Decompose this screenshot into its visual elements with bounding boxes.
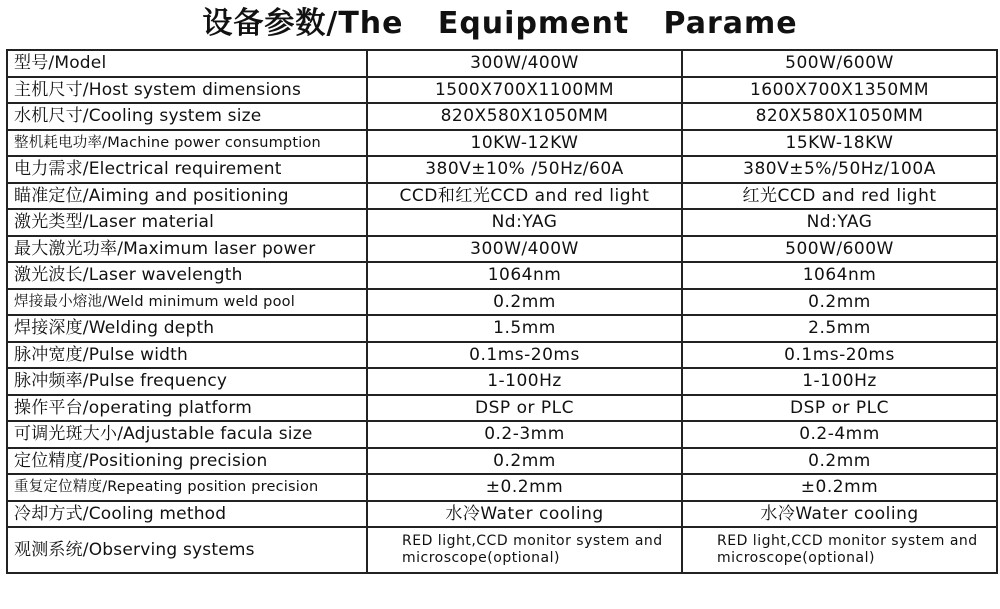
value-500-600w: 0.2mm bbox=[682, 289, 997, 316]
table-row bbox=[7, 421, 997, 448]
value-300-400w: DSP or PLC bbox=[367, 395, 682, 422]
row-label: 最大激光功率/Maximum laser power bbox=[7, 236, 367, 263]
value-500-600w: 红光CCD and red light bbox=[682, 183, 997, 210]
row-label: 整机耗电功率/Machine power consumption bbox=[7, 130, 367, 157]
value-300-400w: 820X580X1050MM bbox=[367, 103, 682, 130]
row-label: 瞄准定位/Aiming and positioning bbox=[7, 183, 367, 210]
page-title: 设备参数/The Equipment Parame bbox=[202, 6, 798, 41]
table-row bbox=[7, 236, 997, 263]
value-300-400w: Nd:YAG bbox=[367, 209, 682, 236]
row-label: 脉冲宽度/Pulse width bbox=[7, 342, 367, 369]
row-label: 定位精度/Positioning precision bbox=[7, 448, 367, 475]
row-label: 激光类型/Laser material bbox=[7, 209, 367, 236]
value-300-400w: 300W/400W bbox=[367, 50, 682, 77]
table-row bbox=[7, 77, 997, 104]
value-300-400w: 1.5mm bbox=[367, 315, 682, 342]
row-label: 重复定位精度/Repeating position precision bbox=[7, 474, 367, 501]
table-row bbox=[7, 315, 997, 342]
value-500-600w: 500W/600W bbox=[682, 236, 997, 263]
table-row bbox=[7, 395, 997, 422]
value-300-400w: CCD和红光CCD and red light bbox=[367, 183, 682, 210]
row-label: 主机尺寸/Host system dimensions bbox=[7, 77, 367, 104]
value-500-600w: 2.5mm bbox=[682, 315, 997, 342]
value-500-600w: 500W/600W bbox=[682, 50, 997, 77]
table-row bbox=[7, 448, 997, 475]
table-row bbox=[7, 368, 997, 395]
value-300-400w: 0.2mm bbox=[367, 448, 682, 475]
value-300-400w: 水冷Water cooling bbox=[367, 501, 682, 528]
value-300-400w: 10KW-12KW bbox=[367, 130, 682, 157]
table-row bbox=[7, 183, 997, 210]
value-500-600w: RED light,CCD monitor system and microscope(optional) bbox=[682, 527, 997, 573]
row-label: 型号/Model bbox=[7, 50, 367, 77]
row-label: 观测系统/Observing systems bbox=[7, 527, 367, 573]
value-500-600w: 820X580X1050MM bbox=[682, 103, 997, 130]
table-row bbox=[7, 289, 997, 316]
table-row bbox=[7, 209, 997, 236]
table-row bbox=[7, 527, 997, 573]
value-300-400w: 0.2mm bbox=[367, 289, 682, 316]
value-500-600w: 1600X700X1350MM bbox=[682, 77, 997, 104]
table-row bbox=[7, 156, 997, 183]
table-row bbox=[7, 103, 997, 130]
value-300-400w: 1064nm bbox=[367, 262, 682, 289]
value-500-600w: ±0.2mm bbox=[682, 474, 997, 501]
spec-table bbox=[6, 49, 998, 574]
row-label: 冷却方式/Cooling method bbox=[7, 501, 367, 528]
value-300-400w: 1500X700X1100MM bbox=[367, 77, 682, 104]
value-500-600w: 0.1ms-20ms bbox=[682, 342, 997, 369]
value-300-400w: 0.1ms-20ms bbox=[367, 342, 682, 369]
table-row bbox=[7, 474, 997, 501]
value-500-600w: 380V±5%/50Hz/100A bbox=[682, 156, 997, 183]
value-300-400w: 380V±10% /50Hz/60A bbox=[367, 156, 682, 183]
row-label: 焊接最小熔池/Weld minimum weld pool bbox=[7, 289, 367, 316]
value-500-600w: 水冷Water cooling bbox=[682, 501, 997, 528]
value-500-600w: 1-100Hz bbox=[682, 368, 997, 395]
value-500-600w: DSP or PLC bbox=[682, 395, 997, 422]
value-500-600w: 1064nm bbox=[682, 262, 997, 289]
row-label: 焊接深度/Welding depth bbox=[7, 315, 367, 342]
value-300-400w: 300W/400W bbox=[367, 236, 682, 263]
table-row bbox=[7, 130, 997, 157]
value-500-600w: 0.2-4mm bbox=[682, 421, 997, 448]
value-500-600w: 0.2mm bbox=[682, 448, 997, 475]
row-label: 激光波长/Laser wavelength bbox=[7, 262, 367, 289]
table-row bbox=[7, 50, 997, 77]
row-label: 电力需求/Electrical requirement bbox=[7, 156, 367, 183]
table-row bbox=[7, 262, 997, 289]
row-label: 操作平台/operating platform bbox=[7, 395, 367, 422]
value-500-600w: Nd:YAG bbox=[682, 209, 997, 236]
table-row bbox=[7, 501, 997, 528]
row-label: 脉冲频率/Pulse frequency bbox=[7, 368, 367, 395]
row-label: 水机尺寸/Cooling system size bbox=[7, 103, 367, 130]
value-500-600w: 15KW-18KW bbox=[682, 130, 997, 157]
row-label: 可调光斑大小/Adjustable facula size bbox=[7, 421, 367, 448]
table-row bbox=[7, 342, 997, 369]
value-300-400w: 0.2-3mm bbox=[367, 421, 682, 448]
value-300-400w: RED light,CCD monitor system and microscope(optional) bbox=[367, 527, 682, 573]
value-300-400w: ±0.2mm bbox=[367, 474, 682, 501]
value-300-400w: 1-100Hz bbox=[367, 368, 682, 395]
